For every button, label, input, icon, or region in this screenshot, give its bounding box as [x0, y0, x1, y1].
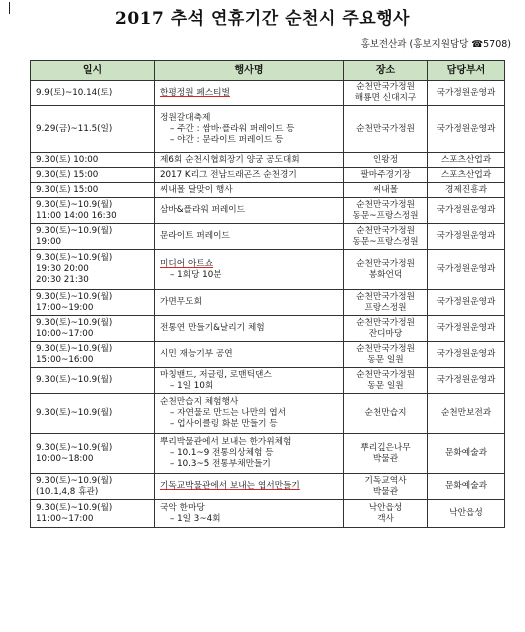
- event-line: [160, 231, 339, 242]
- cell-dept: 국가정원운영과: [428, 81, 505, 106]
- place-line: 인왕정: [372, 154, 399, 165]
- place-line: 박물관: [372, 486, 399, 497]
- date-line: 9.30(토)~10.9(월): [36, 502, 113, 513]
- table-header-row: [31, 61, 505, 81]
- event-text: – 1일 3~4회: [170, 513, 221, 524]
- place-line: 뿌리깊은나무: [360, 442, 411, 453]
- date-line: 9.29(금)~11.5(일): [36, 123, 113, 134]
- table-row: [31, 106, 505, 153]
- cell-dept: 국가정원운영과: [428, 250, 505, 290]
- event-line: [160, 113, 339, 124]
- date-line: 9.30(토)~10.9(월): [36, 475, 113, 486]
- place-line: 동문~프랑스정원: [352, 236, 419, 247]
- event-text: 뿌리박물관에서 보내는 한가위체험: [160, 437, 292, 447]
- event-text: 정원갈대축제: [160, 112, 211, 123]
- event-line: [160, 370, 339, 381]
- cell-event: [155, 316, 344, 342]
- cell-date: [31, 342, 155, 368]
- cell-date: [31, 368, 155, 394]
- date-line: 9.30(토)~10.9(월): [36, 343, 113, 354]
- place-line: 순천만국가정원: [356, 291, 415, 302]
- place-line: 씨내몰: [372, 184, 399, 195]
- date-line: 19:00: [36, 236, 62, 247]
- date-line: 9.30(토) 10:00: [36, 154, 99, 165]
- event-line: [160, 481, 339, 492]
- date-line: 9.30(토)~10.9(월): [36, 291, 113, 302]
- cell-date: [31, 198, 155, 224]
- event-text: 기독교박물관에서 보내는 엽서만들기: [160, 481, 300, 491]
- event-text: – 야간 : 문라이트 퍼레이드 등: [170, 134, 284, 145]
- place-line: 순천만국가정원: [356, 369, 415, 380]
- cell-dept: 낙안읍성: [428, 500, 505, 528]
- cell-place: [344, 250, 428, 290]
- table-row: [31, 474, 505, 500]
- cell-event: [155, 500, 344, 528]
- place-line: 팔마주경기장: [360, 169, 411, 180]
- place-line: 순천만국가정원: [356, 258, 415, 269]
- event-text: – 10.3~5 전통부채만들기: [170, 459, 271, 469]
- event-text: 씨내몰 달맞이 행사: [160, 184, 233, 195]
- table-row: [31, 250, 505, 290]
- cell-event: [155, 290, 344, 316]
- event-text: 마칭밴드, 저글링, 로맨틱댄스: [160, 369, 272, 380]
- cell-place: [344, 342, 428, 368]
- table-row: [31, 153, 505, 168]
- date-line: (10.1,4,8 휴관): [36, 486, 99, 497]
- cell-date: [31, 168, 155, 183]
- date-line: 9.30(토)~10.9(월): [36, 225, 113, 236]
- cell-dept: 국가정원운영과: [428, 316, 505, 342]
- event-text: 제6회 순천시협회장기 양궁 공도대회: [160, 154, 300, 165]
- cell-date: [31, 153, 155, 168]
- table-row: [31, 290, 505, 316]
- cell-date: [31, 394, 155, 434]
- cell-dept: 스포츠산업과: [428, 153, 505, 168]
- cell-dept: 경제진흥과: [428, 183, 505, 198]
- cell-place: [344, 183, 428, 198]
- cell-event: [155, 168, 344, 183]
- header-date: 일시: [31, 61, 155, 81]
- event-text: 2017 K리그 전남드래곤즈 순천경기: [160, 169, 297, 180]
- place-line: 프랑스정원: [364, 302, 407, 313]
- place-line: 낙안읍성: [368, 502, 403, 513]
- place-line: 박물관: [372, 453, 399, 464]
- table-row: [31, 183, 505, 198]
- place-line: 순천만국가정원: [356, 82, 415, 92]
- date-line: 9.30(토)~10.9(월): [36, 375, 113, 385]
- cell-event: [155, 394, 344, 434]
- table-row: [31, 316, 505, 342]
- place-line: 잔디마당: [368, 328, 403, 339]
- cell-date: [31, 183, 155, 198]
- cell-place: [344, 168, 428, 183]
- header-event: 행사명: [155, 61, 344, 81]
- table-row: [31, 342, 505, 368]
- event-text: – 주간 : 쌈바·플라워 퍼레이드 등: [170, 123, 295, 134]
- place-line: 순천만습지: [364, 408, 407, 418]
- event-line: [160, 270, 339, 281]
- cell-dept: 국가정원운영과: [428, 368, 505, 394]
- date-line: 15:00~16:00: [36, 354, 94, 365]
- cell-dept: 문화예술과: [428, 434, 505, 474]
- cell-date: [31, 290, 155, 316]
- header-dept: 담당부서: [428, 61, 505, 81]
- table-row: [31, 168, 505, 183]
- cell-dept: 국가정원운영과: [428, 106, 505, 153]
- event-line: [160, 323, 339, 334]
- cell-event: [155, 153, 344, 168]
- cell-place: [344, 290, 428, 316]
- cell-dept: 국가정원운영과: [428, 290, 505, 316]
- event-text: – 1회당 10분: [170, 269, 222, 280]
- cell-event: [155, 81, 344, 106]
- event-text: – 자연물로 만드는 나만의 엽서: [170, 408, 287, 418]
- cell-event: [155, 368, 344, 394]
- place-line: 봉화언덕: [368, 269, 403, 280]
- cell-event: [155, 250, 344, 290]
- table-row: [31, 198, 505, 224]
- event-line: [160, 459, 339, 470]
- event-line: [160, 419, 339, 430]
- document-title: 2017 추석 연휴기간 순천시 주요행사: [115, 9, 410, 29]
- event-text: 순천만습지 체험행사: [160, 397, 239, 407]
- cell-dept: 국가정원운영과: [428, 224, 505, 250]
- event-line: [160, 408, 339, 419]
- cell-date: [31, 316, 155, 342]
- cell-dept: 국가정원운영과: [428, 342, 505, 368]
- header-place: 장소: [344, 61, 428, 81]
- date-line: 9.30(토)~10.9(월): [36, 408, 113, 418]
- event-line: [160, 503, 339, 514]
- event-line: [160, 88, 339, 99]
- table-row: [31, 224, 505, 250]
- date-line: 10:00~17:00: [36, 328, 94, 339]
- table-row: [31, 368, 505, 394]
- table-row: [31, 81, 505, 106]
- cell-place: [344, 394, 428, 434]
- cell-place: [344, 153, 428, 168]
- event-line: [160, 155, 339, 166]
- event-text: 가면무도회: [160, 297, 202, 307]
- place-line: 해룡면 신대지구: [354, 93, 417, 103]
- event-text: 한평정원 페스티벌: [160, 87, 230, 98]
- cell-place: [344, 500, 428, 528]
- cell-event: [155, 224, 344, 250]
- event-line: [160, 185, 339, 196]
- cell-dept: 스포츠산업과: [428, 168, 505, 183]
- cell-place: [344, 474, 428, 500]
- date-line: 9.30(토)~10.9(월): [36, 253, 113, 263]
- cell-place: [344, 106, 428, 153]
- event-text: 전통연 만들기&날리기 체험: [160, 323, 265, 333]
- cell-event: [155, 106, 344, 153]
- events-table: [30, 60, 505, 528]
- cell-event: [155, 474, 344, 500]
- date-line: 20:30 21:30: [36, 275, 89, 285]
- date-line: 11:00~17:00: [36, 513, 94, 524]
- cell-dept: 국가정원운영과: [428, 198, 505, 224]
- cell-date: [31, 500, 155, 528]
- event-text: 문라이트 퍼레이드: [160, 231, 230, 241]
- event-line: [160, 349, 339, 360]
- cell-event: [155, 434, 344, 474]
- cell-place: [344, 198, 428, 224]
- event-line: [160, 397, 339, 408]
- event-text: – 1일 10회: [170, 380, 214, 391]
- date-line: 17:00~19:00: [36, 302, 94, 313]
- date-line: 9.30(토) 15:00: [36, 169, 99, 180]
- cell-place: [344, 81, 428, 106]
- cell-dept: 문화예술과: [428, 474, 505, 500]
- cell-date: [31, 474, 155, 500]
- event-line: [160, 135, 339, 146]
- cell-event: [155, 183, 344, 198]
- event-line: [160, 297, 339, 308]
- cell-event: [155, 198, 344, 224]
- event-line: [160, 124, 339, 135]
- event-line: [160, 514, 339, 525]
- event-text: 삼바&플라워 퍼레이드: [160, 205, 246, 215]
- date-line: 9.30(토) 15:00: [36, 184, 99, 195]
- date-line: 9.30(토)~10.9(월): [36, 199, 113, 210]
- place-line: 동문 일원: [367, 354, 404, 365]
- cell-date: [31, 81, 155, 106]
- cell-place: [344, 224, 428, 250]
- place-line: 동문 일원: [367, 380, 404, 391]
- cell-event: [155, 342, 344, 368]
- event-text: 국악 한마당: [160, 502, 205, 513]
- table-row: [31, 434, 505, 474]
- cell-date: [31, 250, 155, 290]
- date-line: 9.9(토)~10.14(토): [36, 87, 113, 98]
- date-line: 19:30 20:00: [36, 264, 89, 274]
- event-text: – 업사이클링 화분 만들기 등: [170, 419, 278, 429]
- cell-date: [31, 224, 155, 250]
- place-line: 순천만국가정원: [356, 343, 415, 354]
- cell-date: [31, 434, 155, 474]
- cell-dept: 순천만보전과: [428, 394, 505, 434]
- event-text: 미디어 아트쇼: [160, 258, 214, 269]
- cell-place: [344, 368, 428, 394]
- event-line: [160, 205, 339, 216]
- event-line: [160, 170, 339, 181]
- cell-place: [344, 316, 428, 342]
- document-subtitle: 홍보전산과 (홍보지원담당 ☎5708): [360, 39, 511, 50]
- date-line: 11:00 14:00 16:30: [36, 210, 117, 221]
- event-line: [160, 381, 339, 392]
- cell-place: [344, 434, 428, 474]
- place-line: 객사: [377, 513, 394, 524]
- place-line: 순천만국가정원: [356, 123, 415, 134]
- cell-date: [31, 106, 155, 153]
- date-line: 10:00~18:00: [36, 453, 94, 464]
- date-line: 9.30(토)~10.9(월): [36, 317, 113, 328]
- event-line: [160, 437, 339, 448]
- event-line: [160, 448, 339, 459]
- event-text: 시민 재능기부 공연: [160, 349, 233, 359]
- table-row: [31, 394, 505, 434]
- place-line: 순천만국가정원: [356, 317, 415, 328]
- place-line: 기독교역사: [364, 475, 407, 486]
- event-line: [160, 259, 339, 270]
- date-line: 9.30(토)~10.9(월): [36, 442, 113, 453]
- place-line: 순천만국가정원: [356, 225, 415, 236]
- place-line: 동문~프랑스정원: [352, 210, 419, 221]
- place-line: 순천만국가정원: [356, 199, 415, 210]
- table-row: [31, 500, 505, 528]
- event-text: – 10.1~9 전통의상체험 등: [170, 448, 274, 458]
